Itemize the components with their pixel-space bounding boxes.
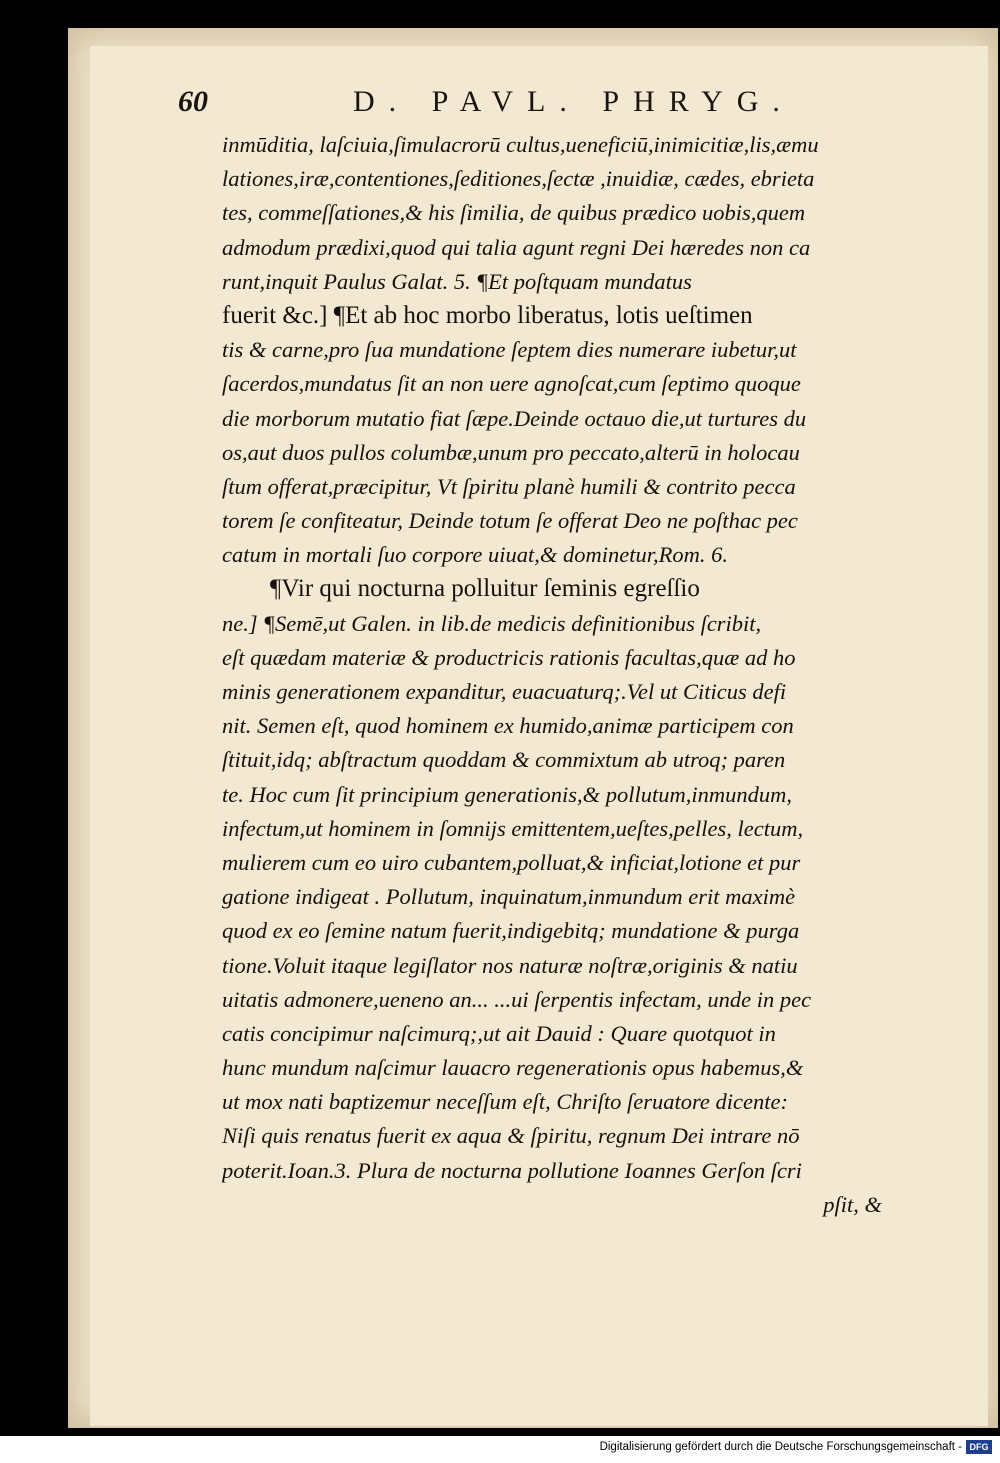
- catchword-line: pſit, &: [823, 1191, 882, 1217]
- text-line: uitatis admonere,ueneno an... ...ui ſerpentis infectam, unde in pec: [222, 986, 812, 1012]
- text-line: minis generationem expanditur, euacuaturq;.Vel ut Citicus defi: [222, 679, 787, 704]
- funding-notice: Digitalisierung gefördert durch die Deutsche Forschungsgemeinschaft -: [599, 1441, 962, 1453]
- text-line: catis concipimur naſcimurq;,ut ait Dauid : Quare quotquot in: [222, 1020, 776, 1046]
- text-line: catum in mortali ſuo corpore uiuat,& dominetur,Rom. 6.: [222, 542, 729, 568]
- text-line: runt,inquit Paulus Galat. 5. ¶Et poſtquam mundatus: [222, 268, 692, 294]
- text-line: os,aut duos pullos columbæ,unum pro peccato,alterū in holocau: [222, 439, 800, 465]
- text-line: te. Hoc cum ſit principium generationis,& pollutum,inmundum,: [222, 781, 792, 807]
- page-number: 60: [178, 85, 208, 118]
- lemma-line: ¶Vir qui nocturna polluitur ſeminis egreſſio: [270, 575, 700, 603]
- digitization-footer: [0, 1436, 1000, 1463]
- text-line: quod ex eo ſemine natum fuerit,indigebitq; mundatione & purga: [222, 918, 800, 944]
- text-line: Niſi quis renatus fuerit ex aqua & ſpiritu, regnum Dei intrare nō: [222, 1123, 800, 1149]
- running-head: [178, 85, 898, 125]
- text-line: mulierem cum eo uiro cubantem,polluat,& inficiat,lotione et pur: [222, 849, 801, 875]
- text-line: tes, commeſſationes,& his ſimilia, de quibus prædico uobis,quem: [222, 200, 806, 226]
- lemma-line: fuerit &c.] ¶Et ab hoc morbo liberatus, lotis ueſtimen: [222, 301, 753, 329]
- text-line: gatione indigeat . Pollutum, inquinatum,inmundum erit maximè: [222, 884, 796, 910]
- text-line: ſacerdos,mundatus ſit an non uere agnoſcat,cum ſeptimo quoque: [222, 371, 801, 397]
- text-line: tis & carne,pro ſua mundatione ſeptem dies numerare iubetur,ut: [222, 337, 797, 363]
- body-text: [222, 128, 902, 1222]
- text-line: ſtum offerat,præcipitur, Vt ſpiritu planè humili & contrito pecca: [222, 473, 796, 499]
- text-line: ſtituit,idq; abſtractum quoddam & commixtum ab utroq; paren: [222, 747, 786, 773]
- dfg-logo: DFG: [966, 1440, 992, 1454]
- text-line: admodum prædixi,quod qui talia agunt regni Dei hæredes non ca: [222, 234, 811, 260]
- running-title: D. PAVL. PHRYG.: [353, 85, 794, 118]
- text-line: tione.Voluit itaque legiſlator nos naturæ noſtræ,originis & natiu: [222, 952, 798, 978]
- text-line: torem ſe confiteatur, Deinde totum ſe offerat Deo ne poſthac pec: [222, 508, 798, 534]
- text-line: eſt quædam materiæ & productricis rationis facultas,quæ ad ho: [222, 644, 796, 670]
- text-line: lationes,iræ,contentiones,ſeditiones,ſectæ ,inuidiæ, cædes, ebrieta: [222, 166, 815, 192]
- text-line: nit. Semen eſt, quod hominem ex humido,animæ participem con: [222, 713, 794, 739]
- text-line: infectum,ut hominem in ſomnijs emittentem,ueſtes,pelles, lectum,: [222, 815, 804, 841]
- text-line: inmūditia, laſciuia,ſimulacrorū cultus,ueneficiū,inimicitiæ,lis,æmu: [222, 132, 819, 157]
- text-line: ne.] ¶Semē,ut Galen. in lib.de medicis definitionibus ſcribit,: [222, 610, 762, 636]
- text-line: ut mox nati baptizemur neceſſum eſt, Chriſto ſeruatore dicente:: [222, 1089, 788, 1115]
- text-line: die morborum mutatio fiat ſæpe.Deinde octauo die,ut turtures du: [222, 405, 807, 431]
- text-line: hunc mundum naſcimur lauacro regenerationis opus habemus,&: [222, 1055, 804, 1081]
- text-line: poterit.Ioan.3. Plura de nocturna pollutione Ioannes Gerſon ſcri: [222, 1157, 802, 1183]
